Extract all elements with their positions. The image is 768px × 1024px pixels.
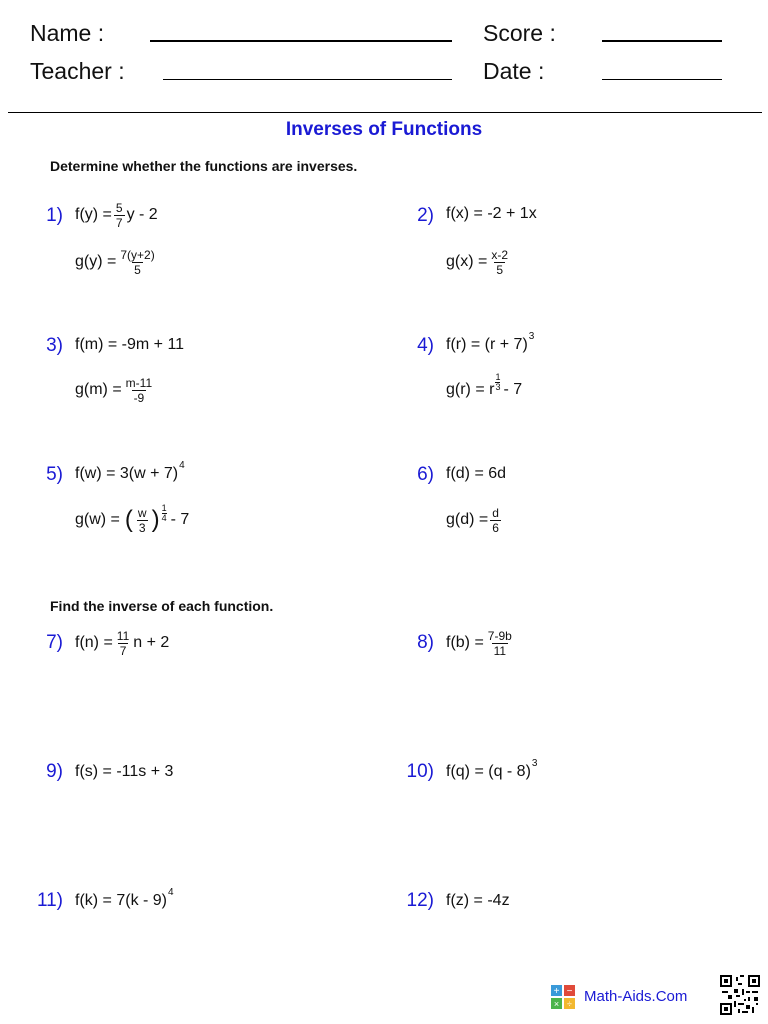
- fraction: [486, 629, 514, 658]
- expr-text: g(x) =: [446, 253, 488, 270]
- problem-6-f: f(d) = 6d: [446, 465, 507, 482]
- date-label: Date :: [483, 58, 545, 84]
- problem-12-f: f(z) = -4z: [446, 892, 510, 909]
- exponent: 3: [531, 757, 538, 769]
- fraction: [115, 629, 131, 658]
- denominator: 7: [115, 215, 123, 230]
- fraction: [114, 201, 125, 230]
- denominator: -9: [133, 390, 145, 405]
- problem-number: 6): [417, 464, 434, 485]
- fractional-exponent: [495, 373, 500, 392]
- problem-number: 11): [36, 890, 63, 911]
- svg-text:+: +: [553, 986, 560, 997]
- problem-7-f: [75, 622, 169, 664]
- problem-3-f: f(m) = -9m + 11: [75, 336, 185, 353]
- expr-text: f(b) =: [446, 634, 484, 651]
- problem-number: 8): [417, 632, 434, 653]
- denominator: 3: [138, 520, 146, 535]
- expr-text: - 7: [170, 511, 190, 528]
- expr-text: f(r) = (r + 7): [446, 336, 528, 353]
- fraction: [124, 376, 154, 405]
- qr-code: [720, 975, 760, 1015]
- problem-10-f: [446, 757, 538, 781]
- problem-8-f: [446, 622, 516, 664]
- numerator: 1: [161, 502, 167, 513]
- numerator: 7-9b: [487, 628, 512, 643]
- numerator: 5: [115, 200, 123, 215]
- numerator: w: [137, 505, 147, 520]
- svg-text:×: ×: [553, 999, 560, 1009]
- denominator: 5: [134, 262, 141, 277]
- exponent: 4: [179, 459, 185, 471]
- expr-text: - 7: [503, 380, 523, 398]
- problem-9-f: f(s) = -11s + 3: [75, 763, 174, 780]
- numerator: m-11: [125, 375, 153, 390]
- section1-instruction: Determine whether the functions are inverses.: [50, 158, 358, 174]
- expr-text: f(y) =: [75, 206, 112, 223]
- denominator: 6: [492, 520, 499, 535]
- expr-text: n + 2: [133, 634, 170, 651]
- numerator: 1: [495, 372, 501, 382]
- expr-text: f(w) = 3(w + 7): [75, 465, 179, 482]
- expr-text: g(w) =: [75, 511, 120, 528]
- problem-3-g: [75, 369, 156, 411]
- page-title: Inverses of Functions: [285, 119, 483, 140]
- expr-text: f(n) =: [75, 634, 113, 651]
- denominator: 7: [119, 643, 127, 658]
- problem-4-f: [446, 330, 535, 354]
- fraction: [490, 506, 501, 535]
- denominator: 5: [496, 262, 504, 277]
- problem-number: 12): [406, 890, 434, 911]
- numerator: 7(y+2): [120, 247, 155, 262]
- problem-5-g: [75, 499, 189, 541]
- header-divider: [8, 112, 762, 113]
- exponent: 4: [168, 886, 174, 898]
- right-paren: ): [151, 506, 160, 533]
- teacher-label: Teacher :: [30, 58, 125, 84]
- denominator: 4: [161, 512, 167, 523]
- section2-instruction: Find the inverse of each function.: [50, 598, 274, 614]
- fractional-exponent: [162, 504, 167, 523]
- expr-text: y - 2: [126, 206, 158, 223]
- problem-11-f: [75, 886, 174, 910]
- problem-2-g: [446, 241, 512, 283]
- score-label: Score :: [483, 20, 556, 46]
- denominator: 3: [495, 382, 501, 392]
- fraction: [118, 248, 156, 277]
- problem-number: 5): [46, 464, 63, 485]
- numerator: 11: [116, 628, 130, 643]
- score-line[interactable]: [602, 40, 722, 42]
- expr-text: g(r) = r: [446, 380, 495, 398]
- fraction: [136, 506, 149, 535]
- teacher-line[interactable]: [163, 79, 452, 80]
- calculator-icon: [551, 985, 575, 1009]
- problem-number: 9): [46, 761, 63, 782]
- name-label: Name :: [30, 20, 105, 46]
- svg-text:−: −: [566, 986, 573, 997]
- problem-4-g: [446, 372, 523, 399]
- problem-number: 2): [417, 205, 434, 226]
- numerator: d: [492, 505, 499, 520]
- name-line[interactable]: [150, 40, 452, 42]
- denominator: 11: [493, 643, 507, 658]
- svg-text:÷: ÷: [567, 999, 572, 1009]
- exponent: 3: [528, 330, 535, 342]
- problem-number: 1): [46, 205, 63, 226]
- fraction: [489, 248, 510, 277]
- problem-1-g: [75, 241, 159, 283]
- date-line[interactable]: [602, 79, 722, 80]
- expr-text: g(d) =: [446, 511, 489, 528]
- problem-number: 3): [46, 335, 63, 356]
- brand-link[interactable]: Math-Aids.Com: [584, 988, 688, 1005]
- problem-2-f: f(x) = -2 + 1x: [446, 205, 537, 222]
- problem-number: 7): [46, 632, 63, 653]
- expr-text: f(k) = 7(k - 9): [75, 892, 168, 909]
- problem-1-f: [75, 194, 158, 236]
- left-paren: (: [124, 506, 133, 533]
- problem-5-f: [75, 459, 185, 483]
- problem-number: 10): [406, 761, 434, 782]
- problem-number: 4): [417, 335, 434, 356]
- expr-text: g(m) =: [75, 381, 122, 398]
- numerator: x-2: [491, 247, 509, 262]
- expr-text: g(y) =: [75, 253, 117, 270]
- expr-text: f(q) = (q - 8): [446, 763, 531, 780]
- problem-6-g: [446, 499, 503, 541]
